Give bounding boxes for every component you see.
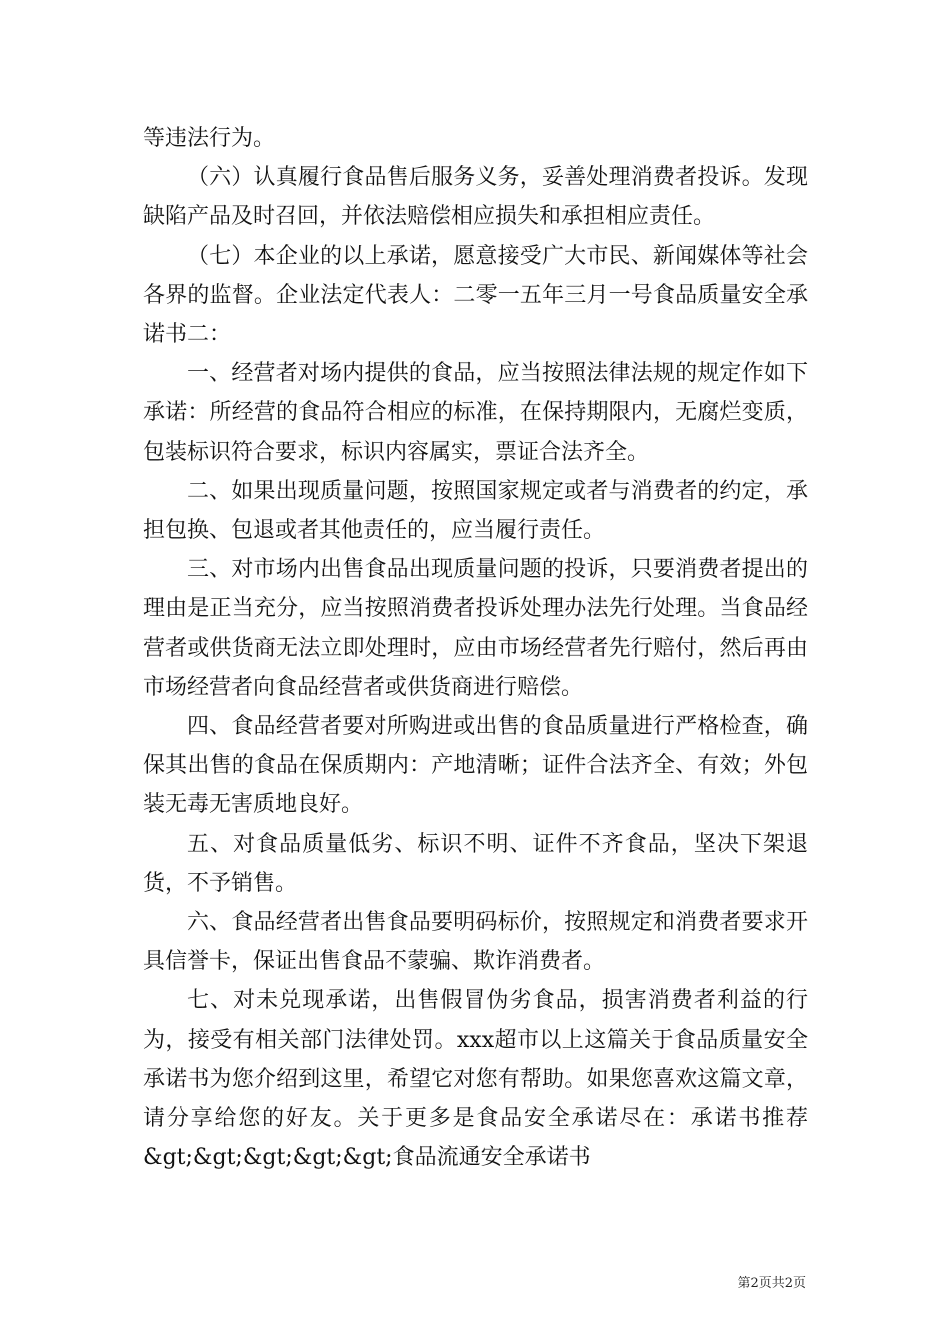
- document-body: [143, 119, 808, 1177]
- paragraph: （七）本企业的以上承诺，愿意接受广大市民、新闻媒体等社会各界的监督。企业法定代表人：二零一五年三月一号食品质量安全承诺书二：: [143, 243, 808, 348]
- paragraph: 四、食品经营者要对所购进或出售的食品质量进行严格检查，确保其出售的食品在保质期内：产地清晰；证件合法齐全、有效；外包装无毒无害质地良好。: [143, 714, 808, 818]
- paragraph: 六、食品经营者出售食品要明码标价，按照规定和消费者要求开具信誉卡，保证出售食品不蒙骗、欺诈消费者。: [143, 910, 808, 975]
- paragraph: 等违法行为。: [143, 126, 276, 151]
- paragraph: 五、对食品质量低劣、标识不明、证件不齐食品，坚决下架退货，不予销售。: [143, 831, 808, 896]
- paragraph: 一、经营者对场内提供的食品，应当按照法律法规的规定作如下承诺：所经营的食品符合相应的标准，在保持期限内，无腐烂变质，包装标识符合要求，标识内容属实，票证合法齐全。: [143, 361, 808, 465]
- paragraph: （六）认真履行食品售后服务义务，妥善处理消费者投诉。发现缺陷产品及时召回，并依法赔偿相应损失和承担相应责任。: [143, 165, 808, 230]
- page-number-footer: 第2页共2页: [737, 1276, 806, 1291]
- paragraph: 二、如果出现质量问题，按照国家规定或者与消费者的约定，承担包换、包退或者其他责任的，应当履行责任。: [143, 478, 808, 544]
- paragraph: 七、对未兑现承诺，出售假冒伪劣食品，损害消费者利益的行为，接受有相关部门法律处罚。xxx超市以上这篇关于食品质量安全承诺书为您介绍到这里，希望它对您有帮助。如果您喜欢这篇文章，请分享给您的好友。关于更多是食品安全承诺尽在：承诺书推荐&gt;&gt;&gt;&gt;&gt;食品流通安全承诺书: [143, 988, 808, 1171]
- paragraph: 三、对市场内出售食品出现质量问题的投诉，只要消费者提出的理由是正当充分，应当按照消费者投诉处理办法先行处理。当食品经营者或供货商无法立即处理时，应由市场经营者先行赔付，然后再由市场经营者向食品经营者或供货商进行赔偿。: [143, 557, 808, 700]
